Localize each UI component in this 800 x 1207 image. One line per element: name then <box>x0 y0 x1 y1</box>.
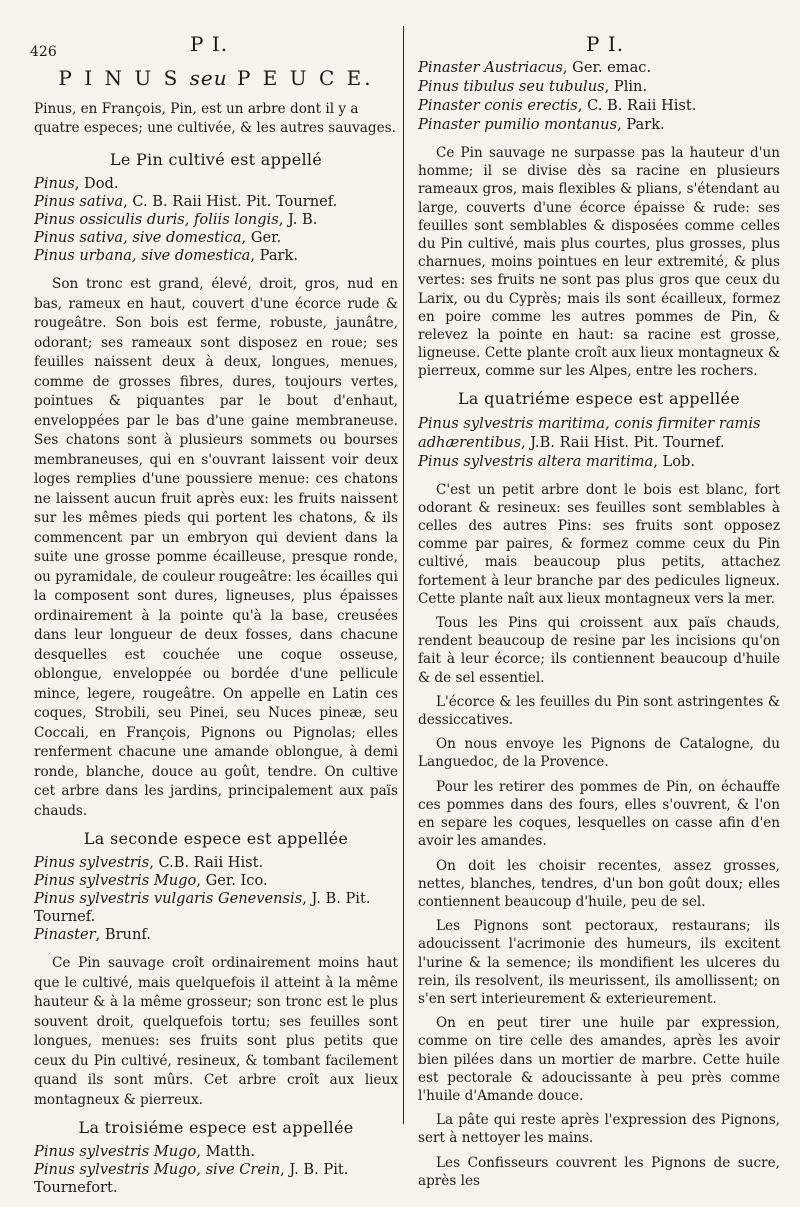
synonym-name: Pinus sylvestris <box>34 854 150 871</box>
section-2-heading: La seconde espece est appellée <box>83 829 349 848</box>
synonym-item <box>34 247 398 265</box>
synonym-item <box>418 58 780 77</box>
synonym-authority: , C.B. Raii Hist. <box>149 854 264 871</box>
synonym-item <box>34 211 398 229</box>
synonym-item <box>34 1143 398 1161</box>
paragraph: La pâte qui reste après l'expression des Pignons, sert à nettoyer les mains. <box>418 1112 780 1147</box>
section-3-description: Ce Pin sauvage ne surpasse pas la hauteur d'un homme; il se divise dès sa racine en plusieurs rameaux gros, mais flexibles & plians, s'étendant au large, couverts d'une écorce épaisse & rude: ses feuilles sont semblables & disposées comme celles du Pin cultivé, mais plus courtes, plus grosses, plus charnues, moins pointues en leur extremité, & plus vertes: ses fruits ne sont pas plus gros que ceux du Larix, ou du Cyprès; mais ils sont écailleux, formez en poire comme les autres pommes de Pin, & relevez la pointe en haut: sa racine est grosse, ligneuse. Cette plante croît aux lieux montagneux & pierreux, comme sur les Alpes, entre les rochers. <box>418 145 780 380</box>
synonym-name: Pinus sylvestris altera maritima <box>418 452 654 470</box>
synonym-name: Pinus urbana, sive domestica <box>34 247 251 264</box>
section-2-synonyms <box>34 854 398 944</box>
synonym-item <box>34 229 398 247</box>
paragraph: Les Pignons sont pectoraux, restaurans; ils adoucissent l'acrimonie des humeurs, ils excitent l'urine & la semence; ils mondifient les ulceres du rein, ils resolvent, ils meurissent, ils amollissent; on s'en sert interieurement & exterieurement. <box>418 918 780 1007</box>
synonym-item <box>34 1161 398 1197</box>
synonym-authority: , Ger. <box>241 229 282 246</box>
synonym-authority: , Ger. Ico. <box>196 872 268 889</box>
page-header <box>0 24 800 60</box>
synonym-authority: , Lob. <box>653 452 696 470</box>
synonym-name: Pinus sylvestris maritima, conis firmiter ramis adhærentibus <box>418 414 761 451</box>
synonym-authority: , Park. <box>617 116 665 133</box>
section-3-synonyms-continued <box>418 58 780 134</box>
synonym-authority: , C. B. Raii Hist. <box>577 97 697 114</box>
synonym-name: Pinus sylvestris vulgaris Genevensis <box>34 890 303 907</box>
synonym-item <box>34 926 398 944</box>
synonym-authority: , Matth. <box>196 1143 255 1160</box>
page-number: 426 <box>30 44 57 60</box>
paragraph: On en peut tirer une huile par expression, comme on tire celle des amandes, après les avoir bien pilées dans un mortier de marbre. Cette huile est pectorale & adoucissante à peu près comme l'huile d'Amande douce. <box>418 1015 780 1104</box>
right-column <box>418 58 780 1196</box>
synonym-name: Pinus sylvestris Mugo <box>34 1143 197 1160</box>
paragraph: Tous les Pins qui croissent aux païs chauds, rendent beaucoup de resine par les incisions qu'on fait à leur écorce; ils contiennent beaucoup d'huile & de sel essentiel. <box>418 615 780 686</box>
synonym-authority: , Ger. emac. <box>562 59 652 76</box>
synonym-name: Pinus sylvestris Mugo <box>34 872 197 889</box>
intro-paragraph: Pinus, en François, Pin, est un arbre dont il y a quatre especes; une cultivée, & les autres sauvages. <box>34 101 396 136</box>
section-3-synonyms <box>34 1143 398 1197</box>
synonym-name: Pinus sylvestris Mugo, sive Crein <box>34 1161 281 1178</box>
synonym-item <box>34 193 398 211</box>
section-4-synonyms <box>418 414 780 471</box>
synonym-name: Pinus sativa, sive domestica <box>34 229 242 246</box>
paragraph: Pour les retirer des pommes de Pin, on échauffe ces pommes dans des fours, elles s'ouvrent, & l'on en separe les coques, lesquelles on casse afin d'en avoir les amandes. <box>418 778 780 850</box>
paragraph: Les Confisseurs couvrent les Pignons de sucre, après les <box>418 1154 780 1189</box>
title-seu: seu <box>189 66 228 90</box>
synonym-item <box>34 854 398 872</box>
running-head-left: P I. <box>190 32 229 56</box>
synonym-authority: , J.B. Raii Hist. Pit. Tournef. <box>520 433 725 451</box>
section-1-description: Son tronc est grand, élevé, droit, gros, nud en bas, rameux en haut, couvert d'une écorce rude & rougeâtre. Son bois est ferme, robuste, jaunâtre, odorant; ses rameaux sont disposez en roue; ses feuilles naissent deux à deux, longues, menues, comme de grosses fibres, dures, toujours vertes, pointues & piquantes par le bout d'enhaut, enveloppées par le bas d'une gaine membraneuse. Ses chatons sont à plusieurs sommets ou bourses membraneuses, qui en s'ouvrant laissent voir deux loges remplies d'une poussiere menue: ces chatons ne laissent aucun fruit après eux: les fruits naissent sur les mêmes pieds qui portent les chatons, & ils commencent par un embryon qui devient dans la suite une grosse pomme écailleuse, presque ronde, ou pyramidale, de couleur rougeâtre: les écailles qui la composent sont dures, ligneuses, plus épaisses ordinairement à la pointe qu'à la base, creusées dans leur longueur de deux fosses, dans chacune desquelles est couchée une coque osseuse, oblongue, enveloppée ou bordée d'une pellicule mince, legere, rougeâtre. On appelle en Latin ces coques, Strobili, seu Pinei, seu Nuces pineæ, seu Coccali, en François, Pignons ou Pignolas; elles renferment chacune une amande oblongue, à demi ronde, blanche, douce au goût, tendre. On cultive cet arbre dans les jardins, principalement aux païs chauds. <box>34 276 398 819</box>
synonym-name: Pinaster Austriacus <box>418 59 563 76</box>
synonym-item <box>418 77 780 96</box>
section-4-heading: La quatriéme espece est appellée <box>457 388 741 408</box>
synonym-name: Pinus sativa <box>34 193 124 210</box>
synonym-item <box>418 115 780 134</box>
section-2-description: Ce Pin sauvage croît ordinairement moins haut que le cultivé, mais quelquefois il atteint à la même hauteur & à la même grosseur; son tronc est le plus souvent droit, quelquefois tortu; ses feuilles sont longues, menues: ses fruits sont plus petits que ceux du Pin cultivé, resineux, & tombant facilement quand ils sont mûrs. Cet arbre croît aux lieux montagneux & pierreux. <box>34 955 398 1108</box>
running-head-right: P I. <box>586 32 625 56</box>
title-part-2: P E U C E. <box>236 66 374 90</box>
synonym-item <box>418 414 780 452</box>
paragraph: On nous envoye les Pignons de Catalogne, du Languedoc, de la Provence. <box>418 736 780 771</box>
synonym-authority: , J. B. Pit. Tournef. <box>34 890 371 925</box>
synonym-item <box>34 175 398 193</box>
synonym-name: Pinus <box>34 175 75 192</box>
column-divider <box>403 26 404 1124</box>
paragraph: L'écorce & les feuilles du Pin sont astringentes & dessiccatives. <box>418 693 780 729</box>
synonym-item <box>418 96 780 115</box>
article-title <box>34 66 398 90</box>
synonym-name: Pinaster conis erectis <box>418 97 578 114</box>
section-4-description: C'est un petit arbre dont le bois est blanc, fort odorant & resineux: ses feuilles sont semblables à celles des autres Pins: ses fruits sont opposez comme par paires, & formez comme ceux du Pin cultivé, mais beaucoup plus petits, attachez fortement à leur branche par des pedicules ligneux. Cette plante naît aux lieux montagneux vers la mer. <box>418 481 780 607</box>
synonym-name: Pinaster <box>34 926 96 943</box>
paragraph: On doit les choisir recentes, assez grosses, nettes, blanches, tendres, d'un bon goût doux; elles contiennent beaucoup d'huile, peu de sel. <box>418 857 780 910</box>
left-column <box>34 60 398 1207</box>
section-1-heading: Le Pin cultivé est appellé <box>109 150 323 169</box>
synonym-authority: , C. B. Raii Hist. Pit. Tournef. <box>123 193 338 210</box>
section-3-heading: La troisiéme espece est appellée <box>78 1118 354 1137</box>
synonym-authority: , Dod. <box>74 175 119 192</box>
synonym-name: Pinus ossiculis duris, foliis longis <box>34 211 279 228</box>
synonym-authority: , J. B. <box>278 211 318 228</box>
synonym-authority: , Brunf. <box>95 926 151 943</box>
synonym-authority: , Plin. <box>604 78 648 95</box>
synonym-name: Pinus tibulus seu tubulus <box>418 78 605 95</box>
section-1-synonyms <box>34 175 398 265</box>
synonym-authority: , J. B. Pit. Tournefort. <box>34 1161 349 1196</box>
synonym-name: Pinaster pumilio montanus <box>418 116 618 133</box>
synonym-item <box>418 452 780 471</box>
synonym-authority: , Park. <box>250 247 298 264</box>
title-part-1: P I N U S <box>58 66 181 90</box>
synonym-item <box>34 890 398 926</box>
synonym-item <box>34 872 398 890</box>
